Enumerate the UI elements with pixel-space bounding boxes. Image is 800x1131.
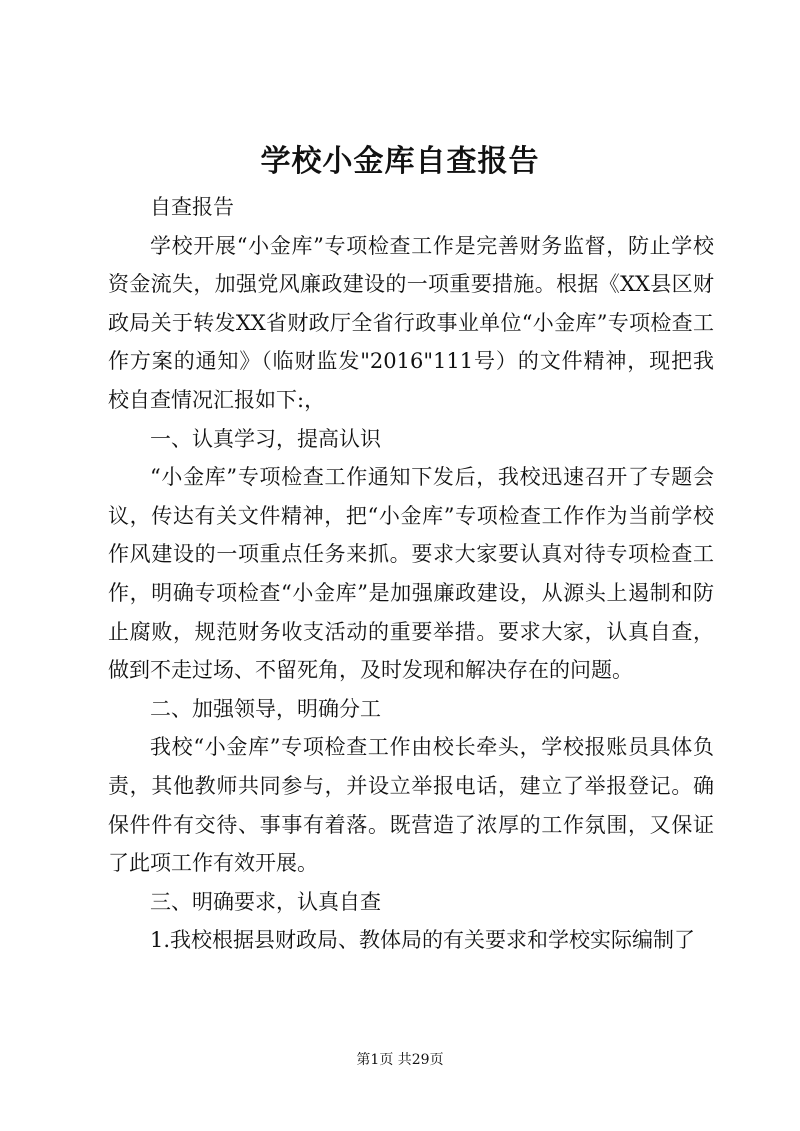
- paragraph-section-3: 1.我校根据县财政局、教体局的有关要求和学校实际编制了: [150, 928, 696, 953]
- page-number-footer: 第1页 共29页: [356, 1052, 444, 1068]
- paragraph-intro: 学校开展“小金库”专项检查工作是完善财务监督，防止学校资金流失，加强党风廉政建设的一项重要措施。根据《XX县区财政局关于转发XX省财政厅全省行政事业单位“小金库”专项检查工作方案的通知》（临财监发"2016"111号）的文件精神，现把我校自查情况汇报如下:，: [108, 233, 714, 412]
- document-body: [108, 188, 714, 960]
- paragraph-section-1: “小金库”专项检查工作通知下发后，我校迅速召开了专题会议，传达有关文件精神，把“小金库”专项检查工作作为当前学校作风建设的一项重点任务来抓。要求大家要认真对待专项检查工作，明确专项检查“小金库”是加强廉政建设，从源头上遏制和防止腐败，规范财务收支活动的重要举措。要求大家，认真自查，做到不走过场、不留死角，及时发现和解决存在的问题。: [108, 465, 714, 683]
- paragraph-section-2: 我校“小金库”专项检查工作由校长牵头，学校报账员具体负责，其他教师共同参与，并设立举报电话，建立了举报登记。确保件件有交待、事事有着落。既营造了浓厚的工作氛围，又保证了此项工作有效开展。: [108, 735, 714, 876]
- section-heading-3: 三、明确要求，认真自查: [150, 889, 381, 914]
- paragraph-heading: 自查报告: [150, 195, 234, 219]
- document-title: 学校小金库自查报告: [260, 144, 540, 179]
- section-heading-2: 二、加强领导，明确分工: [150, 696, 381, 721]
- section-heading-1: 一、认真学习，提高认识: [150, 426, 381, 451]
